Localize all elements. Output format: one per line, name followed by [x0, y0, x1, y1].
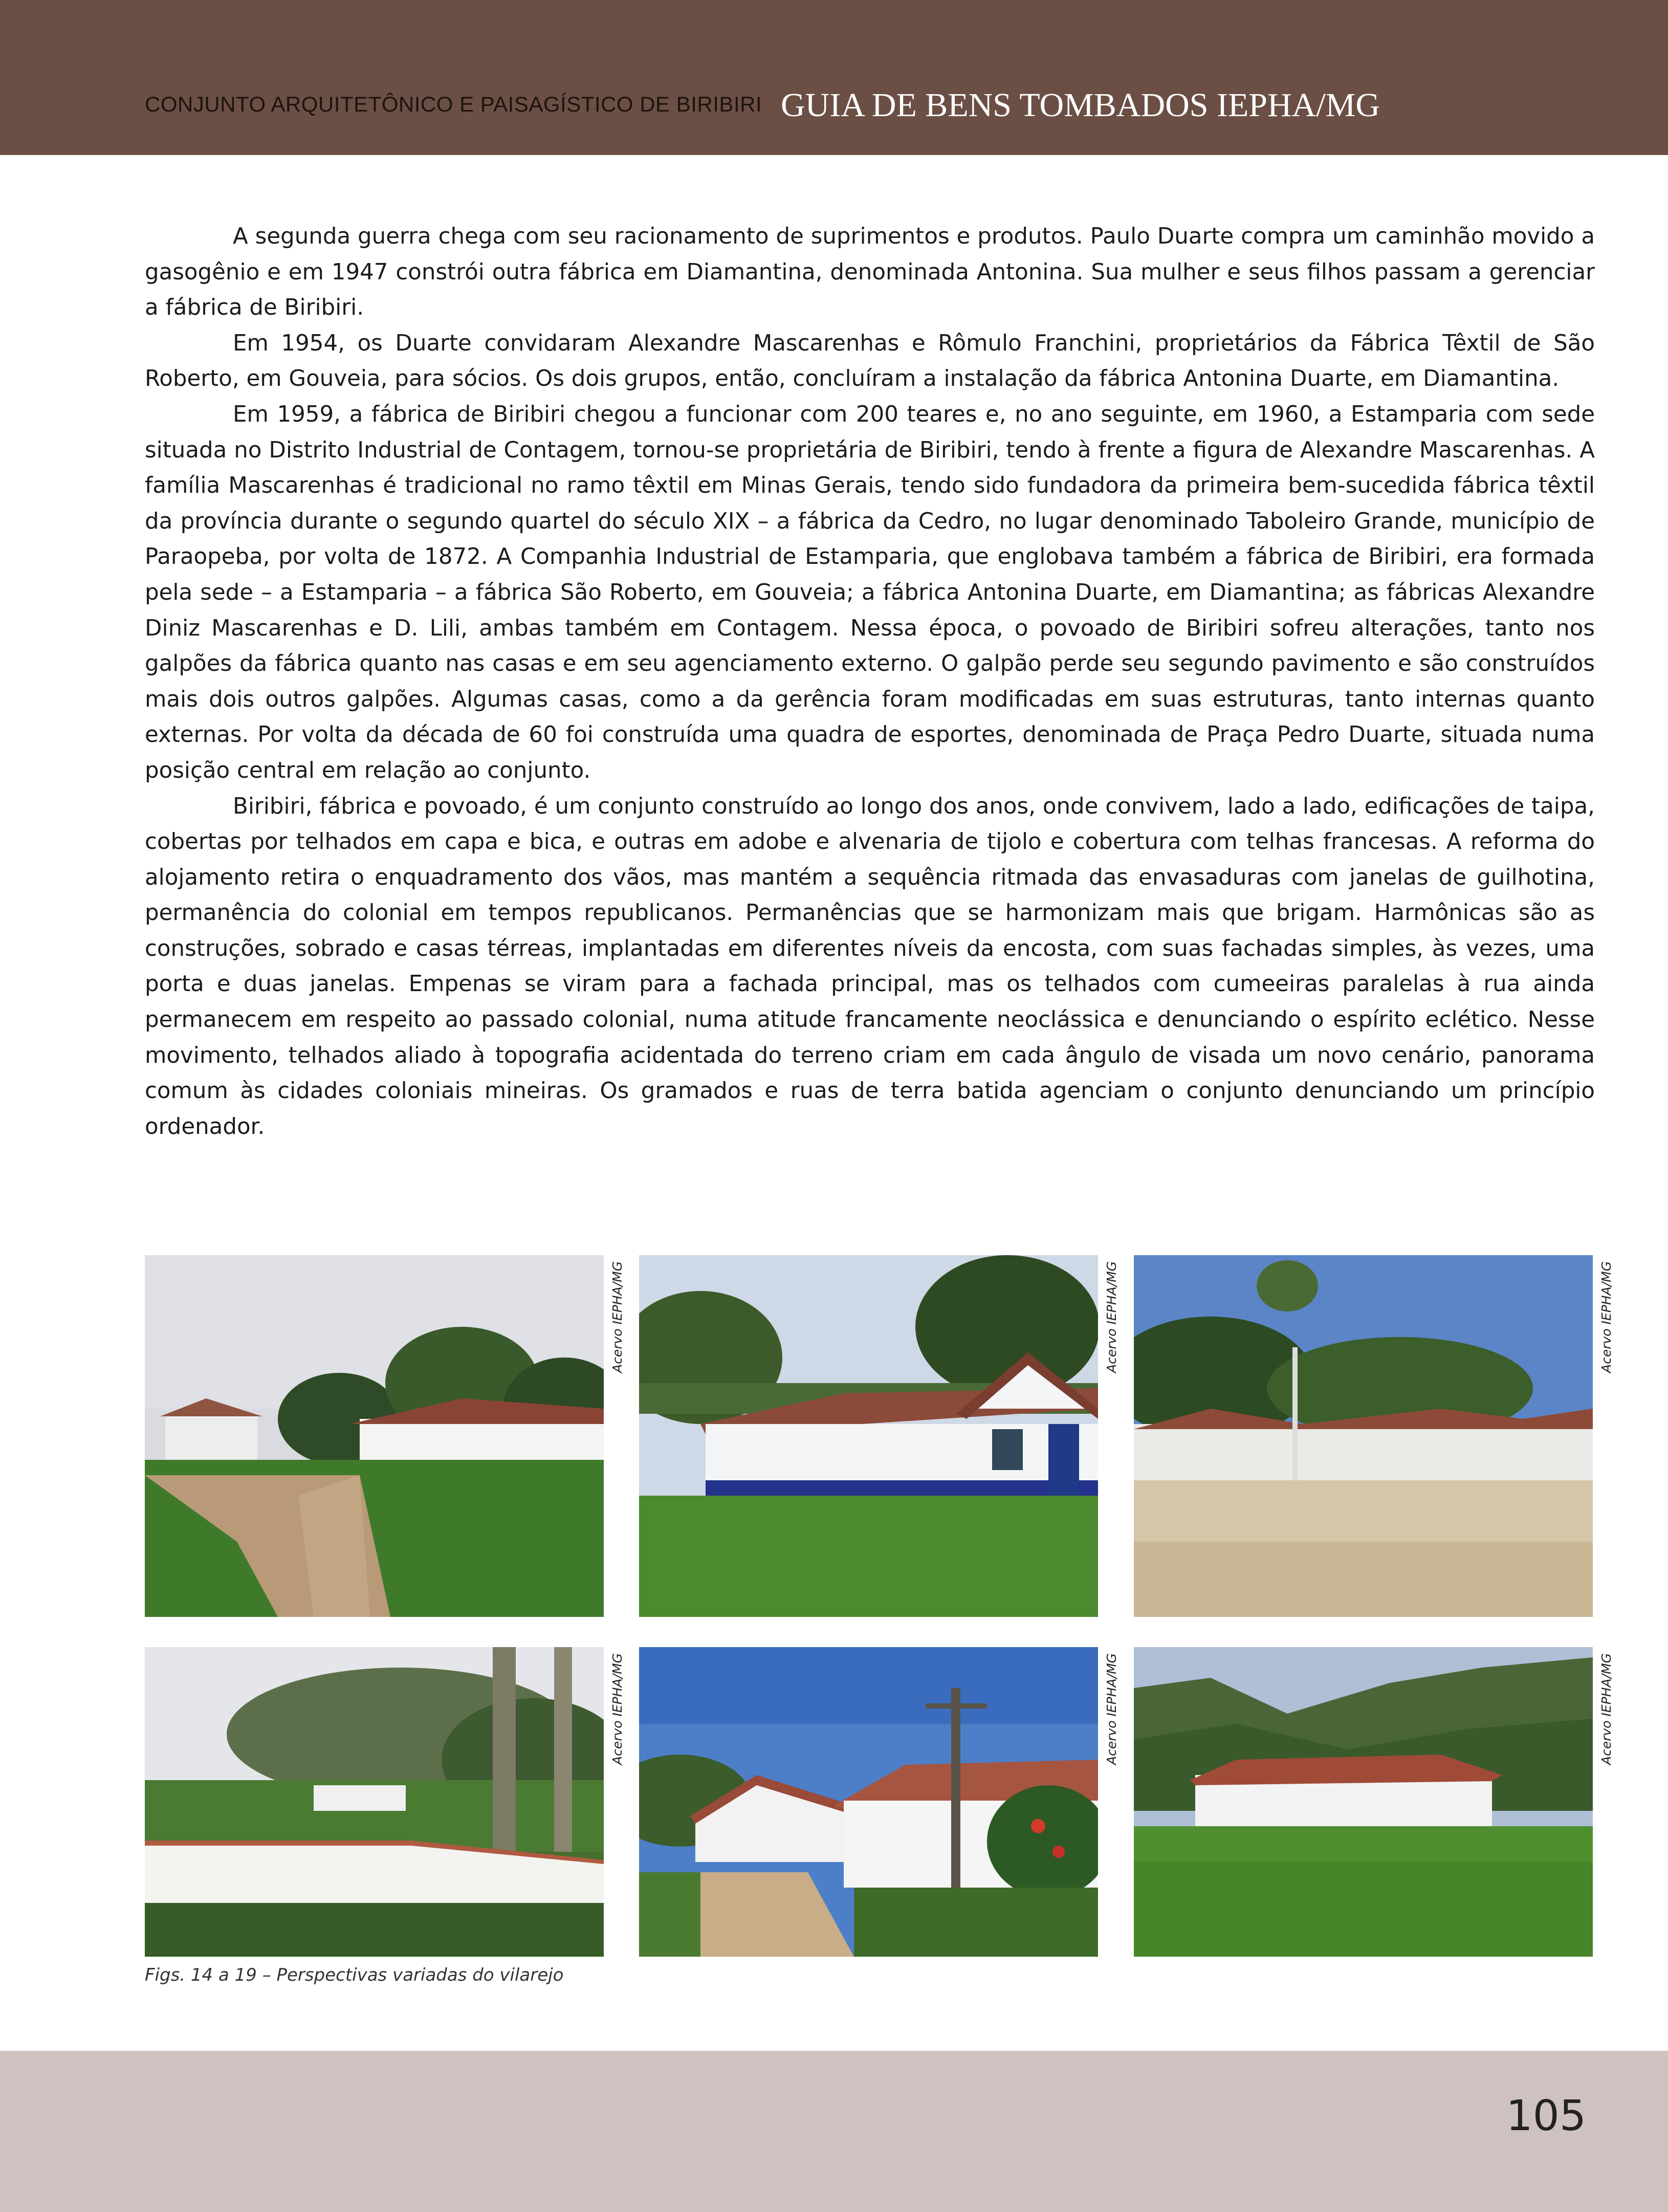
photo-credit: Acervo IEPHA/MG: [1104, 1261, 1119, 1373]
guide-title: GUIA DE BENS TOMBADOS IEPHA/MG: [781, 86, 1380, 124]
photo-wall-palms: [145, 1647, 604, 1957]
header-subtitle: CONJUNTO ARQUITETÔNICO E PAISAGÍSTICO DE BIRIBIRI: [145, 92, 762, 116]
footer-band: [0, 2051, 1668, 2212]
paragraph: A segunda guerra chega com seu racionamento de suprimentos e produtos. Paulo Duarte compra um caminhão movido a gasogênio e em 1947 constrói outra fábrica em Diamantina, denominada Antonina. Sua mulher e seus filhos passam a gerenciar a fábrica de Biribiri.: [145, 224, 1595, 321]
article-body: [145, 219, 1595, 1145]
photo-building-hills: [1134, 1647, 1593, 1957]
figure-caption: Figs. 14 a 19 – Perspectivas variadas do vilarejo: [145, 1965, 564, 1985]
photo-credit: Acervo IEPHA/MG: [610, 1261, 625, 1373]
photo-houses-pole: [639, 1647, 1098, 1957]
photo-credit: Acervo IEPHA/MG: [610, 1653, 625, 1765]
photo-credit: Acervo IEPHA/MG: [1599, 1261, 1614, 1373]
photo-village-road: [145, 1255, 604, 1617]
photo-long-building: [639, 1255, 1098, 1617]
paragraph: Biribiri, fábrica e povoado, é um conjunto construído ao longo dos anos, onde convivem, lado a lado, edificações de taipa, cobertas por telhados em capa e bica, e outras em adobe e alvenaria de tijolo e cobertura com telhas francesas. A reforma do alojamento retira o enquadramento dos vãos, mas mantém a sequência ritmada das envasaduras com janelas de guilhotina, permanência do colonial em tempos republicanos. Permanências que se harmonizam mais que brigam. Harmônicas são as construções, sobrado e casas térreas, implantadas em diferentes níveis da encosta, com suas fachadas simples, às vezes, uma porta e duas janelas. Empenas se viram para a fachada principal, mas os telhados com cumeeiras paralelas à rua ainda permanecem em respeito ao passado colonial, numa atitude francamente neoclássica e denunciando o espírito eclético. Nesse movimento, telhados aliado à topografia acidentada do terreno criam em cada ângulo de visada um novo cenário, panorama comum às cidades coloniais mineiras. Os gramados e ruas de terra batida agenciam o conjunto denunciando um princípio ordenador.: [145, 793, 1595, 1140]
page-number: 105: [1506, 2092, 1586, 2140]
photo-credit: Acervo IEPHA/MG: [1599, 1653, 1614, 1765]
photo-credit: Acervo IEPHA/MG: [1104, 1653, 1119, 1765]
header-band: [0, 0, 1668, 155]
paragraph: Em 1959, a fábrica de Biribiri chegou a funcionar com 200 teares e, no ano seguinte, em 1960, a Estamparia com sede situada no Distrito Industrial de Contagem, tornou-se proprietária de Biribiri, tendo à frente a figura de Alexandre Mascarenhas. A família Mascarenhas é tradicional no ramo têxtil em Minas Gerais, tendo sido fundadora da primeira bem-sucedida fábrica têxtil da província durante o segundo quartel do século XIX – a fábrica da Cedro, no lugar denominado Taboleiro Grande, município de Paraopeba, por volta de 1872. A Companhia Industrial de Estamparia, que englobava também a fábrica de Biribiri, era formada pela sede – a Estamparia – a fábrica São Roberto, em Gouveia; a fábrica Antonina Duarte, em Diamantina; as fábricas Alexandre Diniz Mascarenhas e D. Lili, ambas também em Contagem. Nessa época, o povoado de Biribiri sofreu alterações, tanto nos galpões da fábrica quanto nas casas e em seu agenciamento externo. O galpão perde seu segundo pavimento e são construídos mais dois outros galpões. Algumas casas, como a da gerência foram modificadas em suas estruturas, tanto internas quanto externas. Por volta da década de 60 foi construída uma quadra de esportes, denominada de Praça Pedro Duarte, situada numa posição central em relação ao conjunto.: [145, 401, 1595, 783]
paragraph: Em 1954, os Duarte convidaram Alexandre Mascarenhas e Rômulo Franchini, proprietários da Fábrica Têxtil de São Roberto, em Gouveia, para sócios. Os dois grupos, então, concluíram a instalação da fábrica Antonina Duarte, em Diamantina.: [145, 330, 1595, 392]
photo-sandy-square: [1134, 1255, 1593, 1617]
